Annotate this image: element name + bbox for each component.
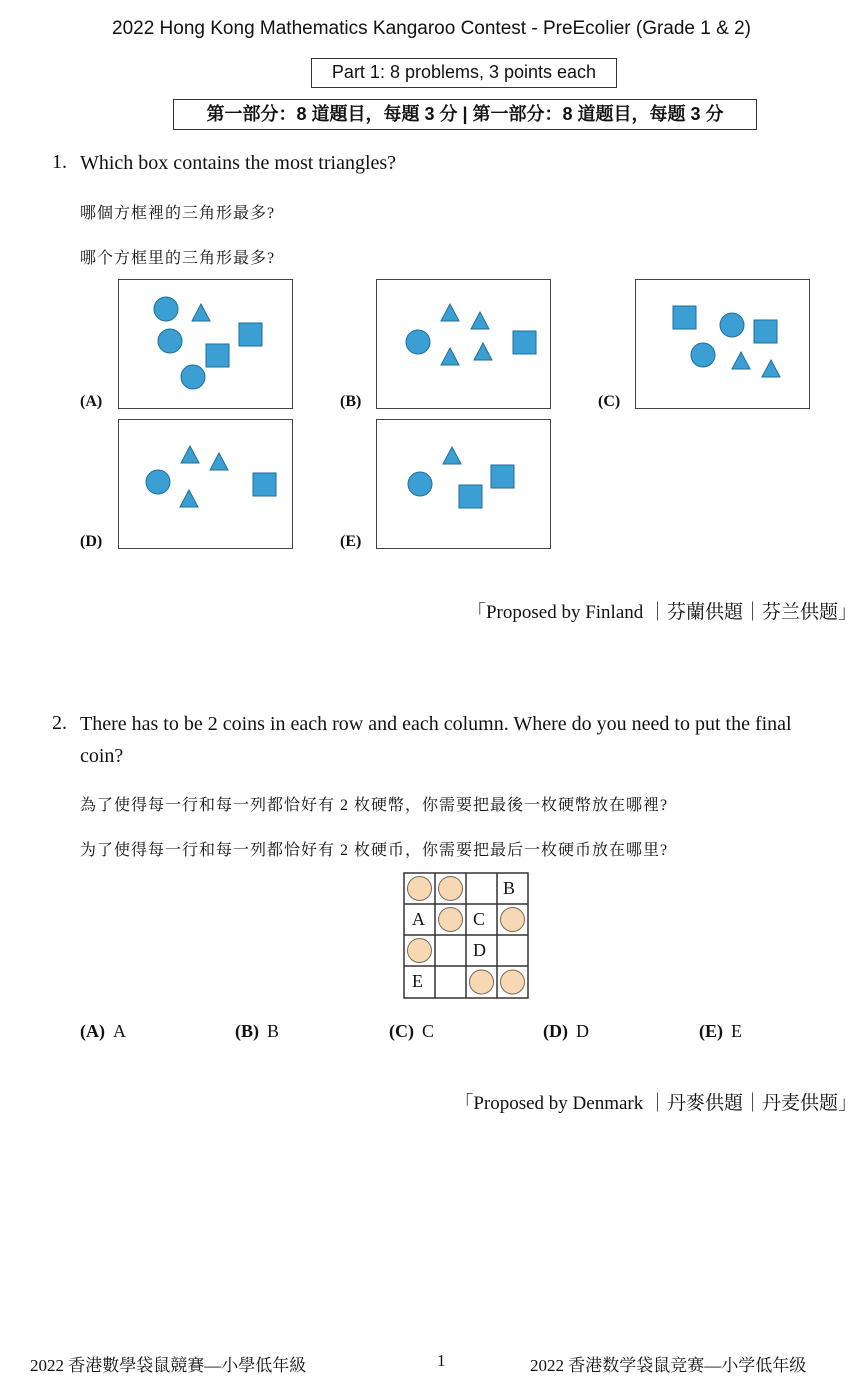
coin (408, 877, 432, 901)
option-b-label[interactable]: (B) (340, 393, 362, 410)
square-shape (491, 465, 514, 488)
coin-grid (403, 872, 529, 1000)
q2-option-b[interactable] (235, 1021, 279, 1042)
square-shape (459, 485, 482, 508)
triangle-shape (181, 446, 199, 463)
coin (501, 970, 525, 994)
circle-shape (154, 297, 178, 321)
q2-option-e-label: (E) (699, 1021, 723, 1041)
triangle-shape (474, 343, 492, 360)
triangle-shape (732, 352, 750, 369)
contest-title: 2022 Hong Kong Mathematics Kangaroo Contest - PreEcolier (Grade 1 & 2) (112, 18, 751, 39)
triangle-shape (210, 453, 228, 470)
page-number: 1 (437, 1351, 446, 1370)
option-a-box[interactable] (118, 279, 293, 409)
q2-option-c-label: (C) (389, 1021, 414, 1041)
triangle-shape (471, 312, 489, 329)
question-1-number: 1. (52, 151, 67, 173)
circle-shape (146, 470, 170, 494)
triangle-shape (441, 304, 459, 321)
q2-option-d-value: D (576, 1021, 589, 1041)
question-1-credit: 「Proposed by Finland ｜芬蘭供題｜芬兰供题」 (466, 602, 857, 623)
circle-shape (406, 330, 430, 354)
q2-option-b-value: B (267, 1021, 280, 1041)
option-d-box[interactable] (118, 419, 293, 549)
square-shape (239, 323, 262, 346)
square-shape (754, 320, 777, 343)
part-heading-en: Part 1: 8 problems, 3 points each (311, 58, 617, 88)
q2-option-b-label: (B) (235, 1021, 259, 1041)
question-1-zh-simplified: 哪个方框里的三角形最多? (80, 250, 276, 267)
coin (439, 908, 463, 932)
coin (408, 939, 432, 963)
option-b-box[interactable] (376, 279, 551, 409)
question-2-zh-simplified: 为了使得每一行和每一列都恰好有 2 枚硬币，你需要把最后一枚硬币放在哪里? (80, 842, 669, 859)
q2-option-c[interactable] (389, 1021, 434, 1042)
grid-cell-c[interactable]: C (473, 909, 486, 929)
question-2-credit: 「Proposed by Denmark ｜丹麥供題｜丹麦供题」 (454, 1093, 857, 1114)
circle-shape (408, 472, 432, 496)
option-c-box[interactable] (635, 279, 810, 409)
question-2-number: 2. (52, 712, 67, 734)
option-e-label[interactable]: (E) (340, 533, 362, 550)
grid-cell-d[interactable]: D (473, 940, 486, 960)
square-shape (513, 331, 536, 354)
circle-shape (181, 365, 205, 389)
q2-option-c-value: C (422, 1021, 435, 1041)
triangle-shape (762, 360, 780, 377)
part-heading-zh: 第一部分：8 道題目，每題 3 分 | 第一部分：8 道题目，每题 3 分 (173, 99, 757, 130)
square-shape (673, 306, 696, 329)
triangle-shape (192, 304, 210, 321)
coin (501, 908, 525, 932)
option-a-label[interactable]: (A) (80, 393, 103, 410)
q2-option-e-value: E (731, 1021, 742, 1041)
q2-option-e[interactable] (699, 1021, 742, 1042)
square-shape (253, 473, 276, 496)
q2-option-d[interactable] (543, 1021, 589, 1042)
q2-option-a-label: (A) (80, 1021, 105, 1041)
grid-cell-e[interactable]: E (412, 971, 423, 991)
q2-option-a-value: A (113, 1021, 126, 1041)
question-2-text-line2: coin? (80, 745, 124, 767)
circle-shape (158, 329, 182, 353)
coin (439, 877, 463, 901)
q2-option-a[interactable] (80, 1021, 126, 1042)
grid-cell-a[interactable]: A (412, 909, 425, 929)
question-2-zh-traditional: 為了使得每一行和每一列都恰好有 2 枚硬幣，你需要把最後一枚硬幣放在哪裡? (80, 797, 669, 814)
option-e-box[interactable] (376, 419, 551, 549)
question-1-text: Which box contains the most triangles? (80, 152, 397, 174)
option-c-label[interactable]: (C) (598, 393, 621, 410)
option-d-label[interactable]: (D) (80, 533, 103, 550)
triangle-shape (443, 447, 461, 464)
coin (470, 970, 494, 994)
question-2-text-line1: There has to be 2 coins in each row and each column. Where do you need to put the final (80, 713, 792, 735)
question-1-zh-traditional: 哪個方框裡的三角形最多? (80, 205, 276, 222)
circle-shape (691, 343, 715, 367)
triangle-shape (441, 348, 459, 365)
footer-traditional: 2022 香港數學袋鼠競賽—小學低年級 (30, 1356, 307, 1375)
grid-cell-b[interactable]: B (503, 878, 516, 898)
q2-option-d-label: (D) (543, 1021, 568, 1041)
circle-shape (720, 313, 744, 337)
triangle-shape (180, 490, 198, 507)
square-shape (206, 344, 229, 367)
footer-simplified: 2022 香港数学袋鼠竞赛—小学低年级 (530, 1356, 807, 1375)
